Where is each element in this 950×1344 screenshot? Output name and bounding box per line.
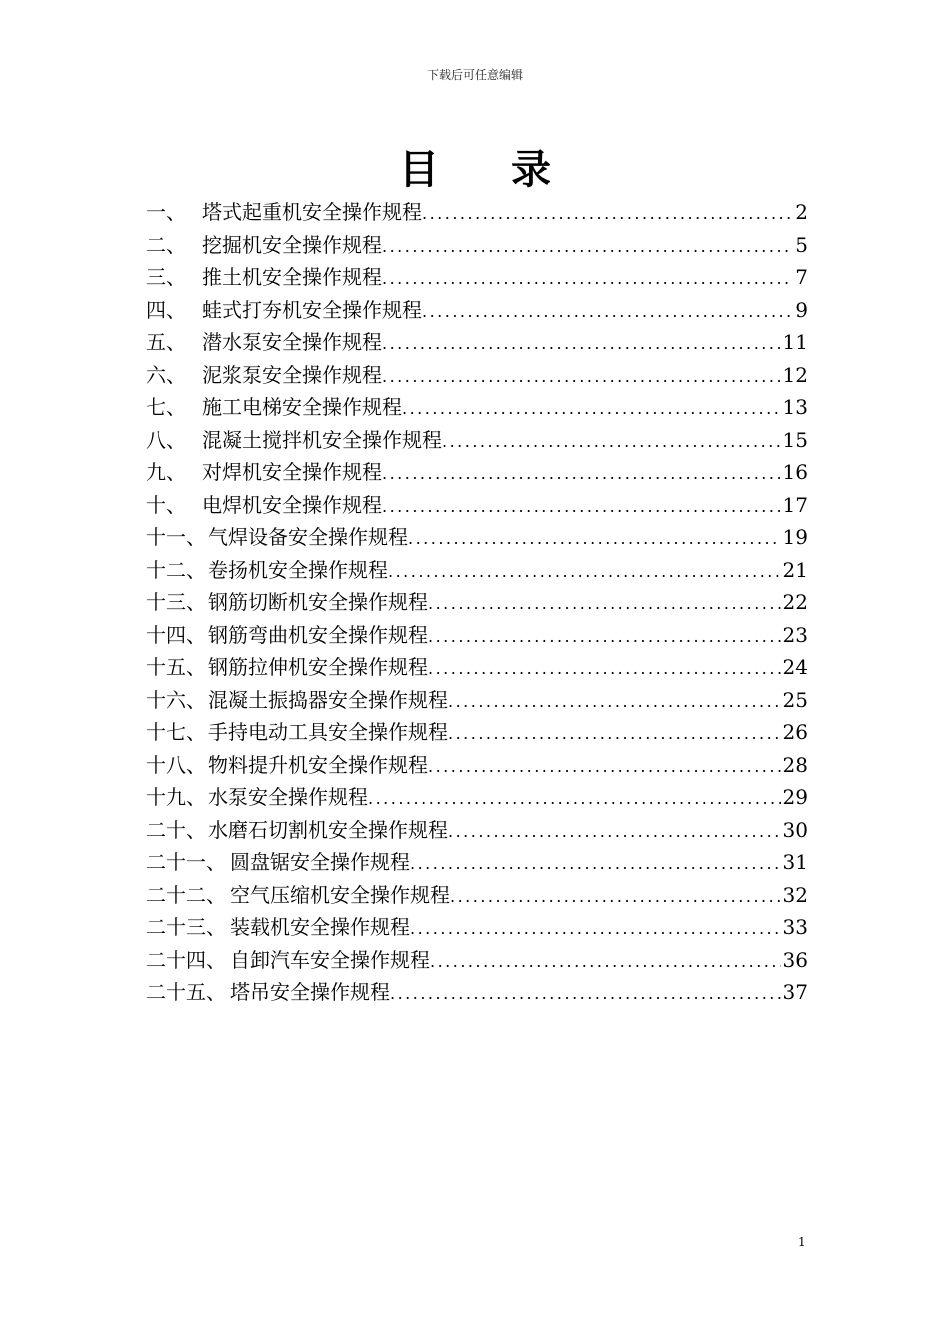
toc-entry-number: 二十二、 xyxy=(146,882,226,907)
toc-entry-page: 15 xyxy=(782,427,808,452)
toc-dot-leader xyxy=(428,621,781,654)
toc-entry-number: 九、 xyxy=(146,460,186,484)
table-of-contents xyxy=(146,196,808,1009)
toc-entry-title: 钢筋拉伸机安全操作规程 xyxy=(208,655,428,679)
toc-entry-title: 气焊设备安全操作规程 xyxy=(208,525,408,549)
toc-entry-page: 16 xyxy=(782,460,808,484)
toc-entry-title: 混凝土搅拌机安全操作规程 xyxy=(202,427,442,452)
toc-entry-number: 十一、 xyxy=(146,525,206,549)
toc-entry-page: 5 xyxy=(795,232,808,257)
toc-entry-page: 13 xyxy=(782,395,808,419)
toc-entry[interactable] xyxy=(146,944,808,977)
toc-dot-leader xyxy=(422,296,793,329)
toc-title xyxy=(0,138,950,195)
toc-entry-title: 圆盘锯安全操作规程 xyxy=(230,850,410,874)
toc-entry-number: 十八、 xyxy=(146,752,206,777)
toc-entry-page: 22 xyxy=(782,590,808,614)
toc-entry-title: 钢筋弯曲机安全操作规程 xyxy=(208,622,428,647)
toc-dot-leader xyxy=(382,263,793,296)
toc-dot-leader xyxy=(428,751,781,784)
toc-entry-page: 31 xyxy=(782,850,808,874)
toc-entry[interactable] xyxy=(146,879,808,912)
toc-entry-title: 卷扬机安全操作规程 xyxy=(208,557,388,582)
toc-entry-title: 装载机安全操作规程 xyxy=(230,915,410,939)
toc-entry-number: 七、 xyxy=(146,395,186,419)
toc-entry[interactable] xyxy=(146,554,808,587)
toc-entry-title: 水磨石切割机安全操作规程 xyxy=(208,817,448,842)
toc-entry[interactable] xyxy=(146,846,808,879)
toc-entry-page: 2 xyxy=(795,200,808,224)
toc-entry-title: 推土机安全操作规程 xyxy=(202,265,382,289)
toc-entry-page: 17 xyxy=(782,492,808,517)
toc-entry-page: 19 xyxy=(782,525,808,549)
toc-entry[interactable] xyxy=(146,619,808,652)
toc-entry-number: 三、 xyxy=(146,265,186,289)
toc-dot-leader xyxy=(448,686,781,719)
toc-entry-title: 潜水泵安全操作规程 xyxy=(202,330,382,354)
toc-entry-page: 21 xyxy=(782,557,808,582)
toc-dot-leader xyxy=(448,718,781,751)
toc-entry-page: 30 xyxy=(782,817,808,842)
toc-entry[interactable] xyxy=(146,359,808,392)
toc-entry[interactable] xyxy=(146,196,808,229)
toc-dot-leader xyxy=(388,556,781,589)
toc-entry[interactable] xyxy=(146,911,808,944)
toc-entry[interactable] xyxy=(146,976,808,1009)
toc-dot-leader xyxy=(368,783,781,816)
toc-entry-number: 二十三、 xyxy=(146,915,226,939)
toc-entry-title: 自卸汽车安全操作规程 xyxy=(230,947,430,972)
toc-entry-page: 26 xyxy=(782,720,808,744)
toc-entry[interactable] xyxy=(146,651,808,684)
toc-entry-number: 二十、 xyxy=(146,817,206,842)
toc-entry[interactable] xyxy=(146,814,808,847)
toc-entry-title: 蛙式打夯机安全操作规程 xyxy=(202,297,422,322)
toc-entry-number: 一、 xyxy=(146,200,186,224)
toc-dot-leader xyxy=(422,198,793,231)
toc-entry-page: 11 xyxy=(782,330,808,354)
toc-entry-number: 二十一、 xyxy=(146,850,226,874)
toc-entry-number: 四、 xyxy=(146,297,186,322)
toc-entry[interactable] xyxy=(146,261,808,294)
toc-dot-leader xyxy=(382,491,781,524)
toc-entry-number: 二十四、 xyxy=(146,947,226,972)
toc-entry-number: 十七、 xyxy=(146,720,206,744)
toc-dot-leader xyxy=(430,946,781,979)
toc-entry-number: 五、 xyxy=(146,330,186,354)
toc-entry-title: 空气压缩机安全操作规程 xyxy=(230,882,450,907)
toc-entry-title: 钢筋切断机安全操作规程 xyxy=(208,590,428,614)
toc-entry-title: 手持电动工具安全操作规程 xyxy=(208,720,448,744)
toc-entry[interactable] xyxy=(146,781,808,814)
toc-dot-leader xyxy=(450,881,781,914)
toc-entry-page: 37 xyxy=(782,980,808,1004)
toc-entry-title: 泥浆泵安全操作规程 xyxy=(202,362,382,387)
toc-entry-page: 33 xyxy=(782,915,808,939)
toc-dot-leader xyxy=(390,978,781,1011)
toc-dot-leader xyxy=(410,848,781,881)
toc-entry-page: 23 xyxy=(782,622,808,647)
toc-entry-title: 对焊机安全操作规程 xyxy=(202,460,382,484)
toc-title-right: 录 xyxy=(511,146,551,193)
toc-dot-leader xyxy=(428,588,781,621)
toc-entry[interactable] xyxy=(146,684,808,717)
toc-entry-title: 水泵安全操作规程 xyxy=(208,785,368,809)
toc-entry-title: 施工电梯安全操作规程 xyxy=(202,395,402,419)
toc-dot-leader xyxy=(442,426,781,459)
toc-entry[interactable] xyxy=(146,391,808,424)
toc-dot-leader xyxy=(382,361,781,394)
toc-entry-page: 36 xyxy=(782,947,808,972)
toc-entry-title: 塔吊安全操作规程 xyxy=(230,980,390,1004)
toc-entry-number: 六、 xyxy=(146,362,186,387)
toc-entry-title: 混凝土振捣器安全操作规程 xyxy=(208,687,448,712)
header-note: 下载后可任意编辑 xyxy=(426,68,523,82)
toc-entry[interactable] xyxy=(146,424,808,457)
toc-entry-page: 7 xyxy=(795,265,808,289)
toc-dot-leader xyxy=(448,816,781,849)
toc-entry[interactable] xyxy=(146,521,808,554)
toc-dot-leader xyxy=(428,653,781,686)
toc-entry[interactable] xyxy=(146,716,808,749)
toc-entry-page: 9 xyxy=(795,297,808,322)
toc-dot-leader xyxy=(382,328,781,361)
toc-entry[interactable] xyxy=(146,326,808,359)
toc-entry-title: 电焊机安全操作规程 xyxy=(202,492,382,517)
toc-dot-leader xyxy=(382,458,781,491)
toc-entry-number: 八、 xyxy=(146,427,186,452)
toc-entry[interactable] xyxy=(146,749,808,782)
page-number: 1 xyxy=(798,1235,806,1249)
toc-dot-leader xyxy=(402,393,781,426)
toc-entry-page: 24 xyxy=(782,655,808,679)
toc-entry-number: 十四、 xyxy=(146,622,206,647)
toc-entry-page: 29 xyxy=(782,785,808,809)
toc-dot-leader xyxy=(410,913,781,946)
toc-entry-number: 十、 xyxy=(146,492,186,517)
toc-entry-number: 十五、 xyxy=(146,655,206,679)
toc-entry-page: 32 xyxy=(782,882,808,907)
toc-entry-number: 十三、 xyxy=(146,590,206,614)
toc-entry-title: 塔式起重机安全操作规程 xyxy=(202,200,422,224)
toc-dot-leader xyxy=(382,231,793,264)
toc-dot-leader xyxy=(408,523,781,556)
toc-entry-page: 28 xyxy=(782,752,808,777)
toc-entry-page: 25 xyxy=(782,687,808,712)
toc-entry-number: 二十五、 xyxy=(146,980,226,1004)
toc-entry[interactable] xyxy=(146,294,808,327)
toc-entry[interactable] xyxy=(146,229,808,262)
toc-entry[interactable] xyxy=(146,586,808,619)
toc-entry-number: 十九、 xyxy=(146,785,206,809)
toc-entry-title: 物料提升机安全操作规程 xyxy=(208,752,428,777)
toc-entry[interactable] xyxy=(146,456,808,489)
toc-entry-number: 十二、 xyxy=(146,557,206,582)
toc-entry-page: 12 xyxy=(782,362,808,387)
toc-title-left: 目 xyxy=(399,146,439,193)
toc-entry[interactable] xyxy=(146,489,808,522)
toc-entry-number: 二、 xyxy=(146,232,186,257)
toc-entry-title: 挖掘机安全操作规程 xyxy=(202,232,382,257)
toc-entry-number: 十六、 xyxy=(146,687,206,712)
